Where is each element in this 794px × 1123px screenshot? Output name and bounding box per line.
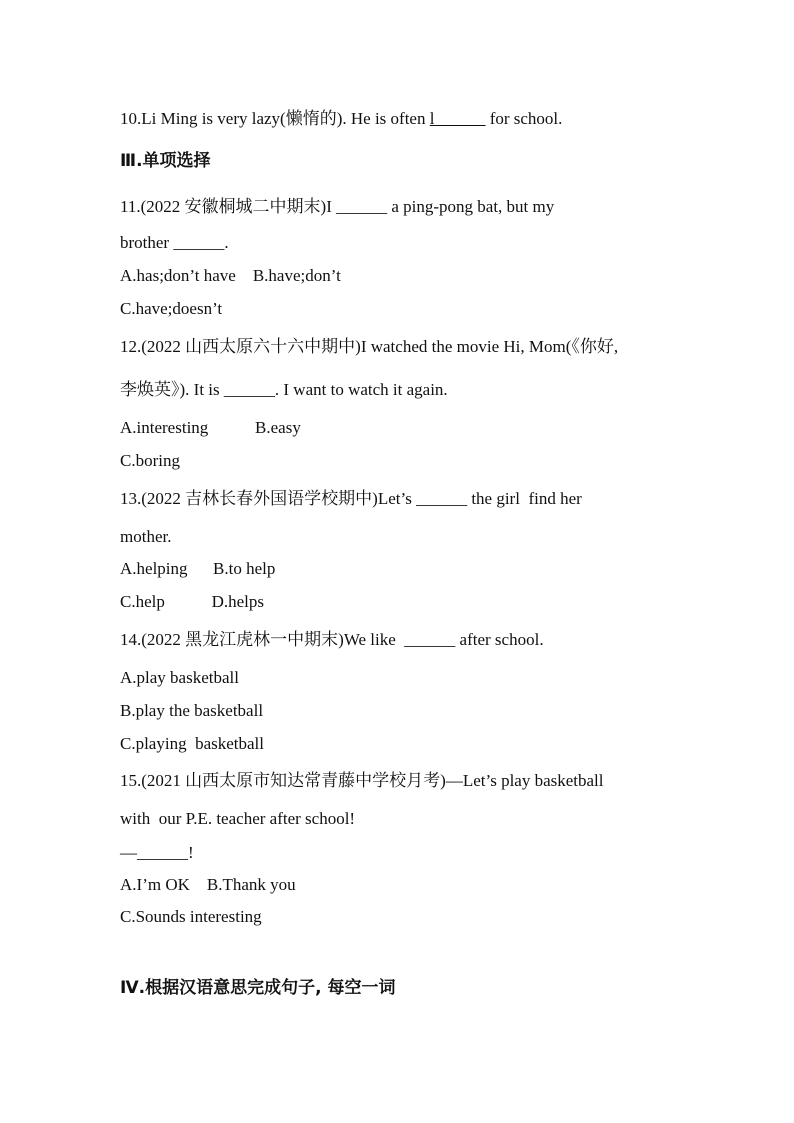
q13-line-2: mother. bbox=[120, 527, 172, 546]
section-4-title: Ⅳ.根据汉语意思完成句子, 每空一词 bbox=[120, 978, 396, 998]
q15-line-3: —______! bbox=[120, 843, 194, 862]
q14-option-b: B.play the basketball bbox=[120, 701, 264, 720]
q15-line-2: with our P.E. teacher after school! bbox=[120, 809, 356, 828]
q11-options-c: C.have;doesn’t bbox=[120, 299, 223, 318]
q15-options-c: C.Sounds interesting bbox=[120, 907, 262, 926]
q15-line-1: 15.(2021 山西太原市知达常青藤中学校月考)—Let’s play basketball bbox=[120, 771, 604, 790]
section-3-title: Ⅲ.单项选择 bbox=[120, 151, 211, 171]
q10-text-post: for school. bbox=[485, 109, 563, 128]
q10-text-pre: 10.Li Ming is very lazy(懒惰的). He is often bbox=[120, 109, 430, 128]
q12-line-2: 李焕英》). It is ______. I want to watch it again. bbox=[120, 380, 448, 399]
q15-options-ab: A.I’m OK B.Thank you bbox=[120, 875, 296, 894]
q11-line-1: 11.(2022 安徽桐城二中期末)I ______ a ping-pong bat, but my bbox=[120, 197, 555, 216]
question-10 bbox=[120, 108, 562, 130]
q13-line-1: 13.(2022 吉林长春外国语学校期中)Let’s ______ the girl find her bbox=[120, 489, 582, 508]
q12-line-1: 12.(2022 山西太原六十六中期中)I watched the movie Hi, Mom(《你好, bbox=[120, 337, 619, 356]
q14-option-c: C.playing basketball bbox=[120, 734, 265, 753]
q11-options-ab: A.has;don’t have B.have;don’t bbox=[120, 266, 341, 285]
q13-options-cd: C.help D.helps bbox=[120, 592, 265, 611]
q10-blank: l______ bbox=[429, 109, 486, 128]
q11-line-2: brother ______. bbox=[120, 233, 229, 252]
q14-option-a: A.play basketball bbox=[120, 668, 239, 687]
q12-options-c: C.boring bbox=[120, 451, 180, 470]
q12-options-ab: A.interesting B.easy bbox=[120, 418, 301, 437]
q14-line-1: 14.(2022 黑龙江虎林一中期末)We like ______ after school. bbox=[120, 630, 544, 649]
q13-options-ab: A.helping B.to help bbox=[120, 559, 276, 578]
